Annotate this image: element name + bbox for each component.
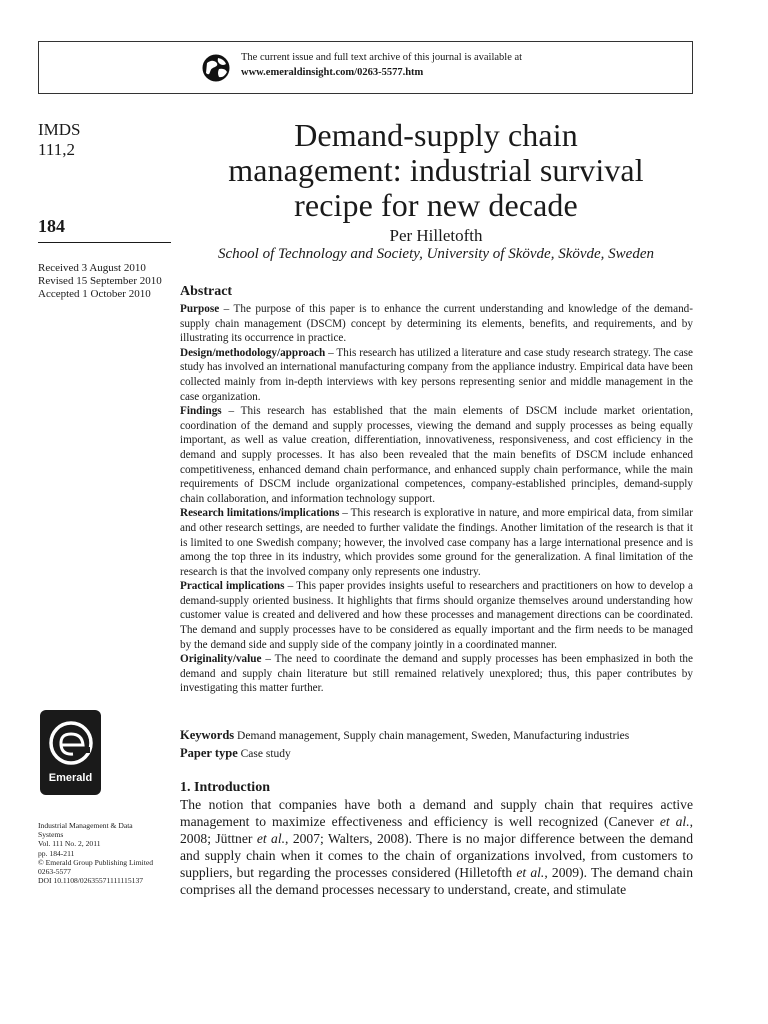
abstract-findings: Findings – This research has established that the main elements of DSCM include market orientation, coordination of the demand and supply processes, viewing the demand and supply processes as being equally important, as well as value creation, differentiation, innovativeness, responsiveness, and cost efficiency in the demand and supply processes. It has also been revealed that the main benefits of DSCM include enhanced competitiveness, enhanced demand chain performance, and enhanced supply chain performance, while the main requirements of DSCM include organizational competences, company-established principles, demand-supply chain collaboration, and information technology support. bbox=[180, 405, 693, 505]
introduction-body: The notion that companies have both a demand and supply chain that requires active management to maximize effectiveness and efficiency is well recognized (Canever et al., 2008; Jüttner et al., 2007; Walters, 2008). There is no major difference between the demand and supply chain when it comes to the chain of organizations involved, from customers to suppliers, but regarding the processes considered (Hilletofth et al., 2009). The demand chain comprises all the demand processes necessary to understand, create, and stimulate bbox=[180, 797, 694, 897]
abstract-heading: Abstract bbox=[180, 284, 233, 299]
abstract-originality: Originality/value – The need to coordinate the demand and supply processes has been emphasized in both the demand and supply chain literature but still remained relatively unexplored; thus, this paper contributes by investigating this matter further. bbox=[180, 653, 693, 695]
paper-type: Paper type Case study bbox=[180, 746, 291, 760]
keywords: Keywords Demand management, Supply chain management, Sweden, Manufacturing industries bbox=[180, 728, 630, 742]
revised-date: Revised 15 September 2010 bbox=[38, 275, 162, 287]
journal-url-link[interactable]: www.emeraldinsight.com/0263-5577.htm bbox=[241, 67, 424, 78]
emerald-e-icon bbox=[40, 710, 101, 772]
abstract-practical: Practical implications – This paper provides insights useful to researchers and practitioners on how to develop a demand-supply oriented business. It highlights that firms should organize themselves around understanding how customer value is created and delivered and how these processes and management directions can be coordinated. The demand and supply processes have to be considered as equally important and the firm needs to be managed by the demand side and supply side of the company jointly in a coordinated manner. bbox=[180, 580, 693, 651]
logo-wordmark: Emerald bbox=[48, 772, 93, 784]
globe-icon bbox=[201, 53, 231, 83]
journal-volume-block bbox=[38, 120, 81, 160]
article-title bbox=[180, 118, 692, 223]
title-line: Demand-supply chain bbox=[294, 117, 578, 153]
abstract-body bbox=[180, 302, 693, 696]
journal-pages: pp. 184-211 bbox=[38, 848, 75, 858]
journal-abbrev: IMDS bbox=[38, 120, 81, 139]
accepted-date: Accepted 1 October 2010 bbox=[38, 288, 151, 300]
doi: DOI 10.1108/02635571111115137 bbox=[38, 876, 144, 886]
submission-dates bbox=[38, 262, 162, 301]
received-date: Received 3 August 2010 bbox=[38, 262, 146, 274]
abstract-limitations: Research limitations/implications – This research is explorative in nature, and more empirical data, from similar and other research settings, are needed to further validate the findings. Another limitation of the research is that it is limited to one Swedish company; however, the involved case company has a large international presence and is among the top three in its industry, which provides some ground for the generalization. A final limitation of the research is that the involved company only represents one industry. bbox=[180, 507, 693, 578]
author-name: Per Hilletofth bbox=[389, 226, 483, 245]
journal-name-cont: Systems bbox=[38, 830, 64, 840]
title-line: recipe for new decade bbox=[294, 187, 578, 223]
archive-notice: The current issue and full text archive of this journal is available at bbox=[241, 52, 523, 63]
abstract-purpose: Purpose – The purpose of this paper is to enhance the current understanding and knowledge of the demand-supply chain management (DSCM) concept by determining its elements, benefits, and requirements, and by illustrating its occurrence in practice. bbox=[180, 303, 693, 345]
section-heading: 1. Introduction bbox=[180, 780, 270, 795]
author-affiliation: School of Technology and Society, University of Skövde, Skövde, Sweden bbox=[218, 246, 654, 262]
page-number: 184 bbox=[38, 216, 65, 236]
copyright: © Emerald Group Publishing Limited bbox=[38, 857, 154, 867]
emerald-logo bbox=[40, 710, 101, 795]
issn: 0263-5577 bbox=[38, 867, 71, 877]
abstract-design: Design/methodology/approach – This research has utilized a literature and case study research strategy. The case study has involved an international manufacturing company from the appliance industry. Empirical data have been collected mainly from in-depth interviews with key persons representing senior and middle management in the case organization. bbox=[180, 346, 693, 403]
journal-vol: Vol. 111 No. 2, 2011 bbox=[38, 839, 101, 849]
divider bbox=[38, 242, 171, 243]
title-line: management: industrial survival bbox=[228, 152, 644, 188]
journal-name: Industrial Management & Data bbox=[38, 821, 133, 830]
volume-issue: 111,2 bbox=[38, 140, 75, 159]
journal-header-box bbox=[38, 41, 693, 94]
journal-citation-info bbox=[38, 821, 178, 885]
